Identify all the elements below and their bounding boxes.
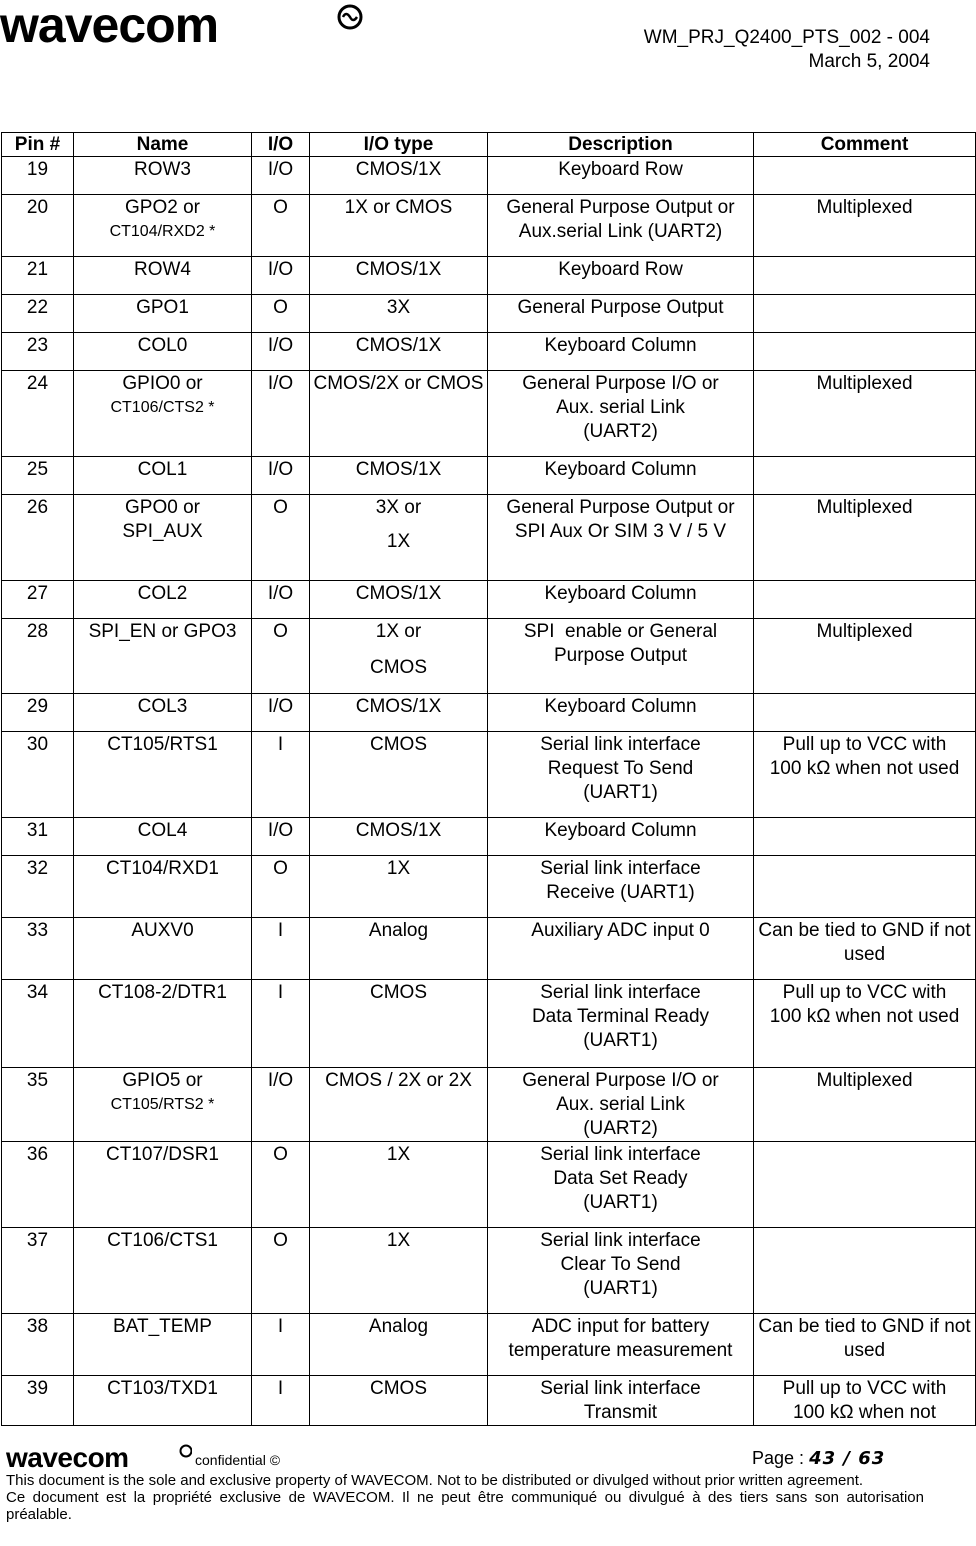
cell-pin: 30 <box>2 732 74 818</box>
cell-io: I/O <box>252 371 310 457</box>
name-line: GPIO5 or <box>122 1070 203 1091</box>
cell-pin: 29 <box>2 694 74 732</box>
cell-type: CMOS/1X <box>310 457 488 495</box>
cell-name: COL1 <box>74 457 252 495</box>
cell-name: CT103/TXD1 <box>74 1376 252 1426</box>
cell-desc: General Purpose Output or Aux.serial Link (UART2) <box>488 195 754 257</box>
name-line: GPO2 or <box>125 197 200 218</box>
cell-desc: Keyboard Column <box>488 457 754 495</box>
cell-type: 1X <box>310 856 488 918</box>
cell-type: CMOS / 2X or 2X <box>310 1068 488 1142</box>
cell-name: CT104/RXD1 <box>74 856 252 918</box>
name-line: CT106/CTS2 * <box>110 399 215 416</box>
table-row <box>2 333 976 371</box>
cell-comment: Pull up to VCC with 100 kΩ when not used <box>754 732 976 818</box>
cell-comment: Can be tied to GND if not used <box>754 918 976 980</box>
logo-wordmark: wavecom <box>0 4 219 48</box>
table-header <box>2 133 976 157</box>
cell-name: CT108-2/DTR1 <box>74 980 252 1068</box>
cell-io: O <box>252 619 310 694</box>
cell-type <box>310 495 488 581</box>
col-type: I/O type <box>310 133 488 157</box>
page-label: Page : <box>752 1448 805 1468</box>
cell-io: O <box>252 1228 310 1314</box>
cell-desc: General Purpose Output or SPI Aux Or SIM 3 V / 5 V <box>488 495 754 581</box>
table-row <box>2 818 976 856</box>
table-row <box>2 918 976 980</box>
cell-pin: 39 <box>2 1376 74 1426</box>
col-pin: Pin # <box>2 133 74 157</box>
cell-comment <box>754 1228 976 1314</box>
cell-pin: 24 <box>2 371 74 457</box>
cell-type: CMOS/1X <box>310 333 488 371</box>
confidential-label: confidential © <box>195 1452 281 1468</box>
cell-comment: Pull up to VCC with 100 kΩ when not <box>754 1376 976 1426</box>
cell-comment: Multiplexed <box>754 195 976 257</box>
cell-comment: Pull up to VCC with 100 kΩ when not used <box>754 980 976 1068</box>
cell-type: CMOS <box>310 732 488 818</box>
cell-pin: 37 <box>2 1228 74 1314</box>
cell-type: CMOS/1X <box>310 157 488 195</box>
cell-pin: 26 <box>2 495 74 581</box>
table-row <box>2 295 976 333</box>
cell-type: 1X <box>310 1142 488 1228</box>
cell-io: I/O <box>252 457 310 495</box>
cell-comment <box>754 457 976 495</box>
cell-pin: 28 <box>2 619 74 694</box>
cell-io: I/O <box>252 333 310 371</box>
cell-io: O <box>252 195 310 257</box>
cell-pin: 32 <box>2 856 74 918</box>
cell-desc: Serial link interface Transmit <box>488 1376 754 1426</box>
cell-type: CMOS/1X <box>310 257 488 295</box>
doc-date: March 5, 2004 <box>808 51 930 72</box>
cell-io: I/O <box>252 1068 310 1142</box>
cell-type: Analog <box>310 1314 488 1376</box>
cell-comment <box>754 581 976 619</box>
cell-type: 1X <box>310 1228 488 1314</box>
cell-comment <box>754 157 976 195</box>
cell-pin: 34 <box>2 980 74 1068</box>
cell-desc: Keyboard Column <box>488 818 754 856</box>
table-row <box>2 1068 976 1142</box>
cell-desc: Serial link interface Request To Send (UART1) <box>488 732 754 818</box>
cell-name: COL4 <box>74 818 252 856</box>
cell-io: I/O <box>252 818 310 856</box>
cell-desc: Keyboard Column <box>488 694 754 732</box>
cell-name <box>74 195 252 257</box>
cell-name <box>74 1068 252 1142</box>
name-line: GPIO0 or <box>122 373 203 394</box>
table-row <box>2 1376 976 1426</box>
wavecom-footer-logo <box>6 1443 192 1471</box>
cell-type: CMOS <box>310 1376 488 1426</box>
cell-pin: 36 <box>2 1142 74 1228</box>
cell-comment <box>754 1142 976 1228</box>
cell-comment <box>754 257 976 295</box>
cell-io: I <box>252 918 310 980</box>
cell-io: I/O <box>252 257 310 295</box>
table-row <box>2 732 976 818</box>
cell-desc: Keyboard Row <box>488 257 754 295</box>
cell-desc: Serial link interface Data Terminal Ready (UART1) <box>488 980 754 1068</box>
table-row <box>2 1228 976 1314</box>
cell-desc: Serial link interface Data Set Ready (UART1) <box>488 1142 754 1228</box>
cell-name: COL2 <box>74 581 252 619</box>
cell-desc: SPI enable or General Purpose Output <box>488 619 754 694</box>
wavecom-logo <box>0 4 365 48</box>
cell-pin: 20 <box>2 195 74 257</box>
cell-comment: Multiplexed <box>754 495 976 581</box>
table-row <box>2 495 976 581</box>
cell-type: 1X or CMOS <box>310 195 488 257</box>
table-row <box>2 457 976 495</box>
table-row <box>2 1314 976 1376</box>
cell-name: SPI_EN or GPO3 <box>74 619 252 694</box>
cell-comment: Multiplexed <box>754 619 976 694</box>
col-description: Description <box>488 133 754 157</box>
disclaimer-en: This document is the sole and exclusive property of WAVECOM. Not to be distributed or divulged without prior written agreement. <box>6 1472 864 1489</box>
table-row <box>2 619 976 694</box>
cell-type <box>310 619 488 694</box>
cell-desc: Keyboard Row <box>488 157 754 195</box>
cell-type: CMOS/1X <box>310 581 488 619</box>
cell-type: CMOS/2X or CMOS <box>310 371 488 457</box>
cell-name: CT106/CTS1 <box>74 1228 252 1314</box>
cell-desc: ADC input for battery temperature measurement <box>488 1314 754 1376</box>
cell-io: I/O <box>252 157 310 195</box>
cell-pin: 38 <box>2 1314 74 1376</box>
footer-logo-wordmark: wavecom <box>6 1443 129 1471</box>
cell-pin: 23 <box>2 333 74 371</box>
disclaimer <box>6 1472 924 1523</box>
pin-table <box>1 132 976 1426</box>
col-io: I/O <box>252 133 310 157</box>
cell-comment <box>754 856 976 918</box>
cell-name: CT107/DSR1 <box>74 1142 252 1228</box>
cell-comment <box>754 295 976 333</box>
cell-io: O <box>252 1142 310 1228</box>
table-row <box>2 694 976 732</box>
col-name: Name <box>74 133 252 157</box>
cell-desc: Keyboard Column <box>488 333 754 371</box>
cell-name: BAT_TEMP <box>74 1314 252 1376</box>
cell-comment <box>754 818 976 856</box>
page-number: 43 / 63 <box>809 1448 886 1469</box>
table-row <box>2 581 976 619</box>
cell-io: O <box>252 856 310 918</box>
cell-pin: 35 <box>2 1068 74 1142</box>
cell-name: GPO0 or SPI_AUX <box>74 495 252 581</box>
table-row <box>2 157 976 195</box>
cell-desc: General Purpose I/O or Aux. serial Link (UART2) <box>488 1068 754 1142</box>
table-row <box>2 371 976 457</box>
cell-desc: Serial link interface Clear To Send (UART1) <box>488 1228 754 1314</box>
table-row <box>2 856 976 918</box>
cell-io: I <box>252 980 310 1068</box>
cell-type: CMOS <box>310 980 488 1068</box>
cell-pin: 21 <box>2 257 74 295</box>
col-comment: Comment <box>754 133 976 157</box>
cell-type: 3X <box>310 295 488 333</box>
disclaimer-fr: Ce document est la propriété exclusive de WAVECOM. Il ne peut être communiqué ou divulgué à des tiers sans son autorisation préalable. <box>6 1489 924 1523</box>
type-line: 3X or <box>375 497 422 518</box>
cell-desc: General Purpose Output <box>488 295 754 333</box>
doc-ref: WM_PRJ_Q2400_PTS_002 - 004 <box>643 27 930 48</box>
cell-pin: 31 <box>2 818 74 856</box>
cell-name: COL3 <box>74 694 252 732</box>
name-line: CT104/RXD2 * <box>109 223 216 240</box>
cell-pin: 33 <box>2 918 74 980</box>
page-indicator <box>752 1448 885 1469</box>
cell-comment: Can be tied to GND if not used <box>754 1314 976 1376</box>
name-line: CT105/RTS2 * <box>110 1096 215 1113</box>
cell-io: I <box>252 732 310 818</box>
cell-type: CMOS/1X <box>310 818 488 856</box>
cell-name: GPO1 <box>74 295 252 333</box>
cell-name <box>74 371 252 457</box>
table-row <box>2 980 976 1068</box>
cell-pin: 27 <box>2 581 74 619</box>
cell-pin: 19 <box>2 157 74 195</box>
cell-desc: Auxiliary ADC input 0 <box>488 918 754 980</box>
cell-type: Analog <box>310 918 488 980</box>
cell-comment: Multiplexed <box>754 1068 976 1142</box>
cell-io: I/O <box>252 581 310 619</box>
cell-name: ROW3 <box>74 157 252 195</box>
cell-io: I <box>252 1314 310 1376</box>
cell-io: I <box>252 1376 310 1426</box>
cell-desc: Serial link interface Receive (UART1) <box>488 856 754 918</box>
cell-desc: General Purpose I/O or Aux. serial Link (UART2) <box>488 371 754 457</box>
type-line: CMOS <box>370 657 427 678</box>
table-row <box>2 257 976 295</box>
table-row <box>2 195 976 257</box>
cell-name: ROW4 <box>74 257 252 295</box>
cell-name: AUXV0 <box>74 918 252 980</box>
type-line: 1X or <box>375 621 422 642</box>
cell-pin: 22 <box>2 295 74 333</box>
cell-io: O <box>252 495 310 581</box>
cell-pin: 25 <box>2 457 74 495</box>
cell-type: CMOS/1X <box>310 694 488 732</box>
cell-comment <box>754 333 976 371</box>
cell-comment <box>754 694 976 732</box>
type-line: 1X <box>386 531 411 552</box>
document-reference <box>644 26 930 74</box>
cell-desc: Keyboard Column <box>488 581 754 619</box>
cell-name: CT105/RTS1 <box>74 732 252 818</box>
table-row <box>2 1142 976 1228</box>
cell-io: I/O <box>252 694 310 732</box>
cell-comment: Multiplexed <box>754 371 976 457</box>
cell-io: O <box>252 295 310 333</box>
cell-name: COL0 <box>74 333 252 371</box>
